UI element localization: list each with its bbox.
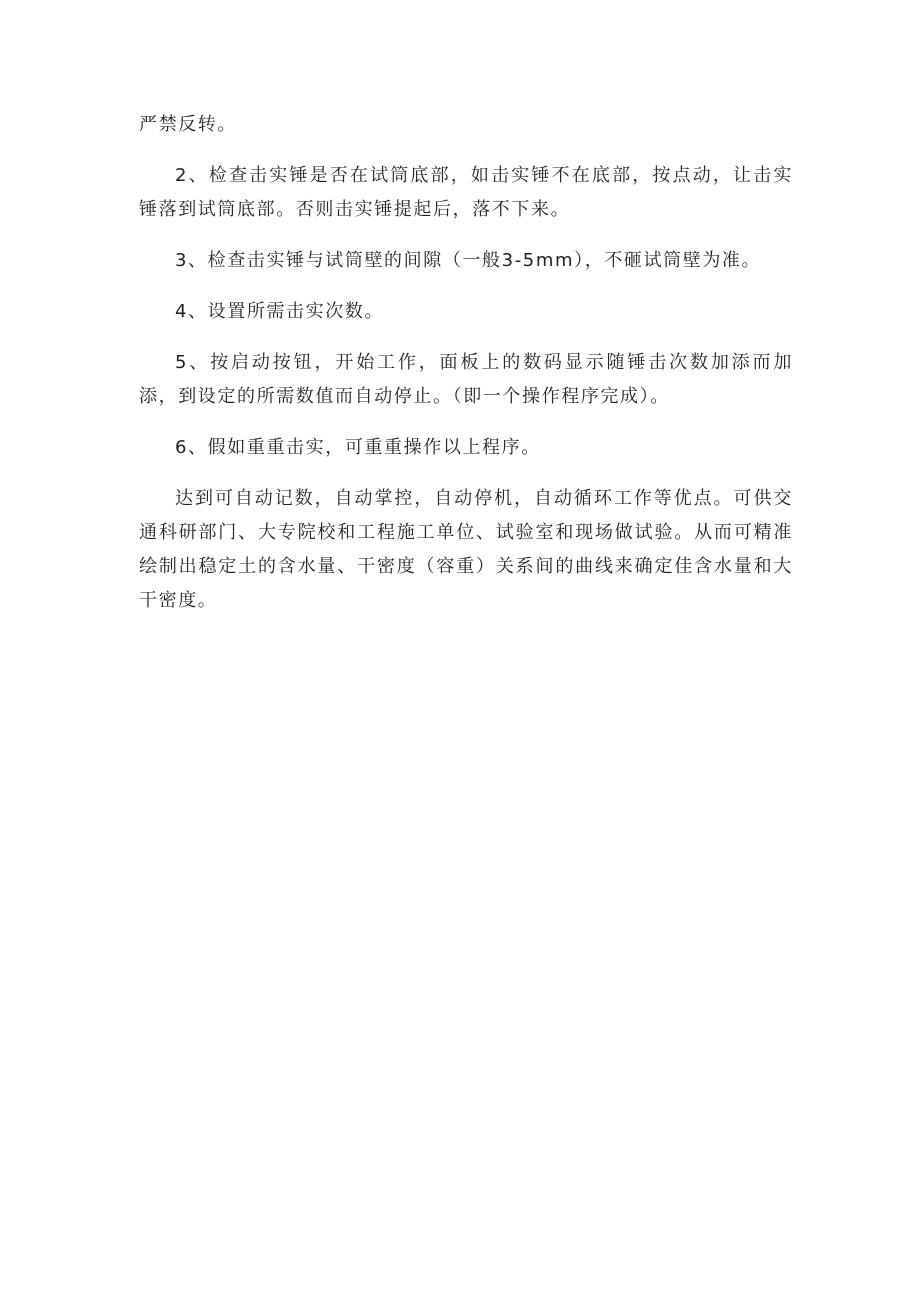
paragraph-7: 达到可自动记数，自动掌控，自动停机，自动循环工作等优点。可供交通科研部门、大专院校和工程施工单位、试验室和现场做试验。从而可精准绘制出稳定土的含水量、干密度（容重）关系间的曲线来确定佳含水量和大干密度。 bbox=[139, 488, 793, 611]
paragraph-5: 5、按启动按钮，开始工作，面板上的数码显示随锤击次数加添而加添，到设定的所需数值而自动停止。（即一个操作程序完成）。 bbox=[139, 352, 793, 407]
paragraph-6: 6、假如重重击实，可重重操作以上程序。 bbox=[175, 437, 541, 458]
paragraph-2: 2、检查击实锤是否在试筒底部，如击实锤不在底部，按点动，让击实锤落到试筒底部。否则击实锤提起后，落不下来。 bbox=[139, 165, 793, 220]
paragraph-1: 严禁反转。 bbox=[139, 114, 237, 135]
document-body bbox=[139, 108, 793, 635]
paragraph-4: 4、设置所需击实次数。 bbox=[175, 301, 385, 322]
paragraph-3: 3、检查击实锤与试筒壁的间隙（一般3-5mm），不砸试筒壁为准。 bbox=[175, 250, 762, 271]
